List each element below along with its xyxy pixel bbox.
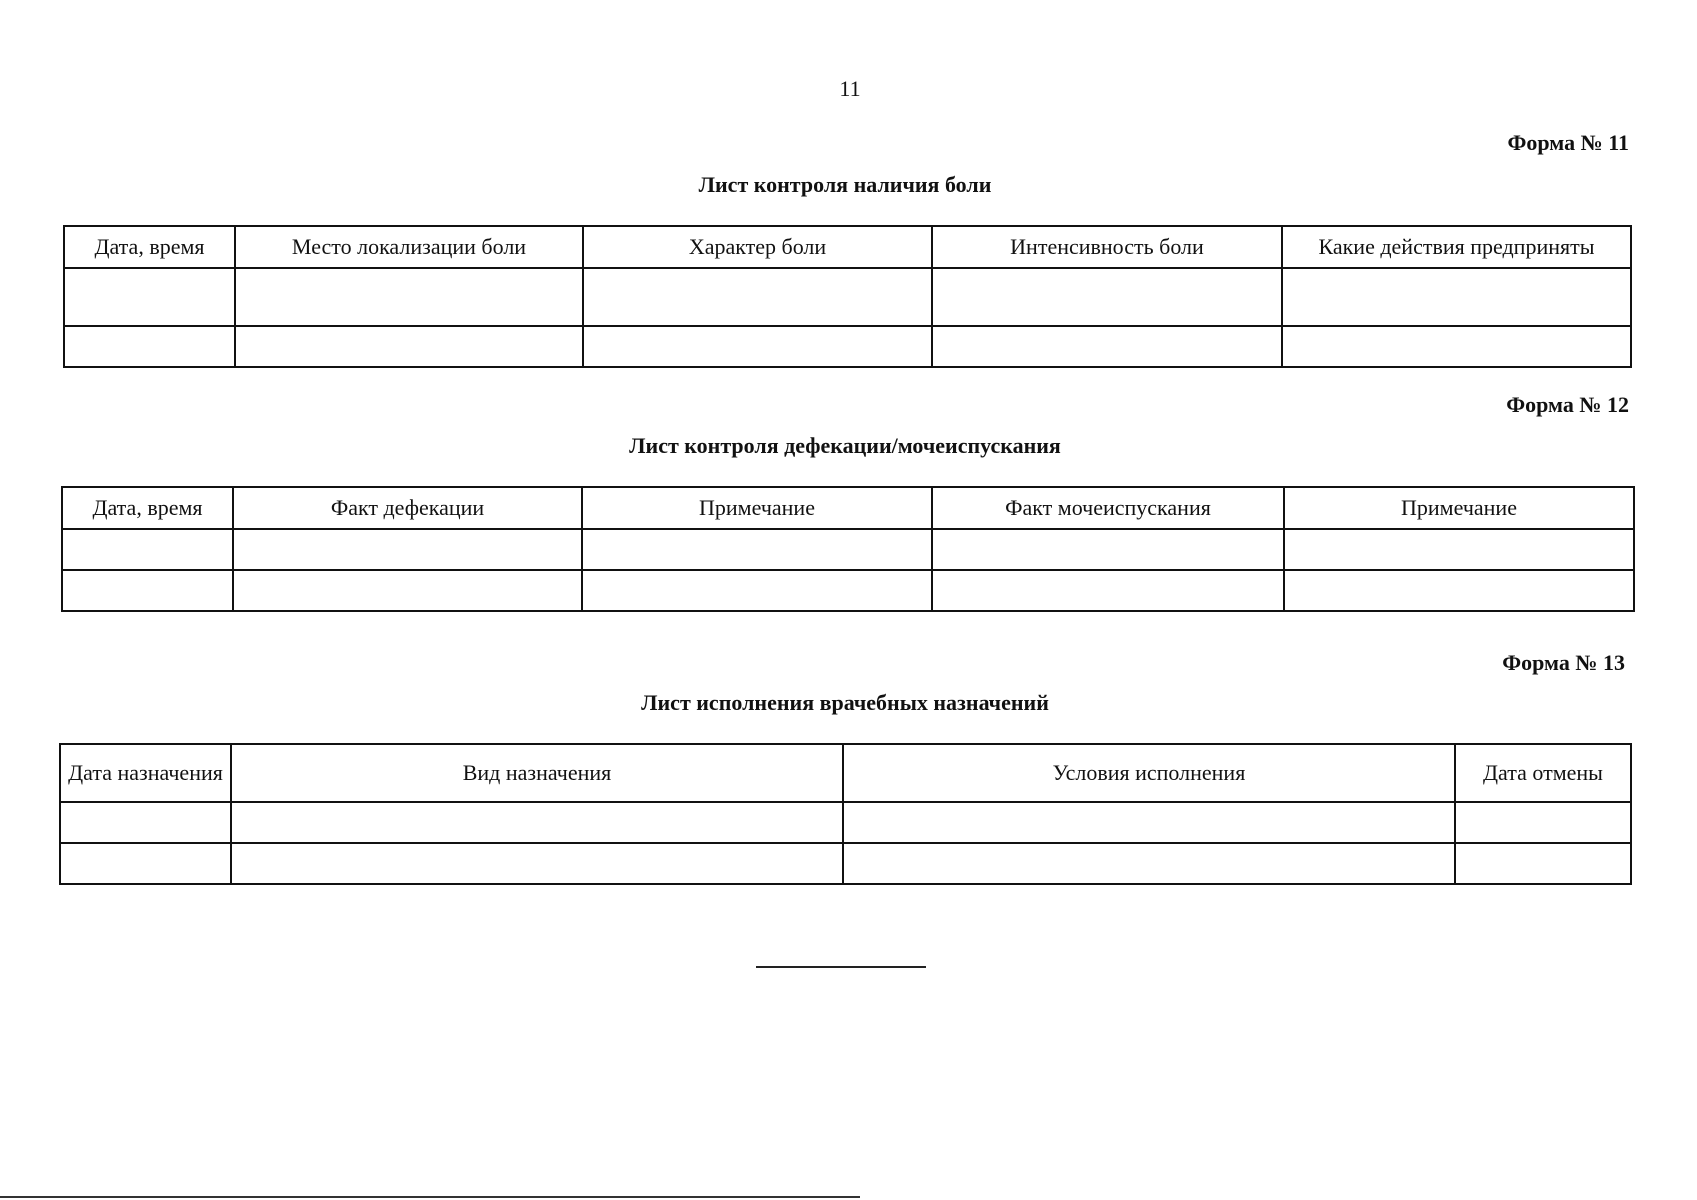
table-row <box>62 529 1634 570</box>
table-cell[interactable] <box>235 326 583 367</box>
table-cell[interactable] <box>843 843 1455 884</box>
column-header: Факт дефекации <box>233 487 582 529</box>
form-11-title: Лист контроля наличия боли <box>698 172 992 197</box>
form-13-label: Форма № 13 <box>1502 650 1625 675</box>
table-header-row <box>64 226 1631 268</box>
table-cell[interactable] <box>582 570 932 611</box>
column-header: Дата отмены <box>1455 744 1631 802</box>
end-of-document-rule <box>756 966 926 968</box>
table-row <box>60 843 1631 884</box>
table-cell[interactable] <box>583 268 932 326</box>
table-header-row <box>62 487 1634 529</box>
page-bottom-rule <box>0 1196 860 1198</box>
column-header: Дата, время <box>64 226 235 268</box>
table-cell[interactable] <box>231 802 843 843</box>
form-12-title: Лист контроля дефекации/мочеиспускания <box>629 433 1061 458</box>
table-row <box>64 268 1631 326</box>
column-header: Примечание <box>1284 487 1634 529</box>
column-header: Место локализации боли <box>235 226 583 268</box>
table-cell[interactable] <box>235 268 583 326</box>
defecation-urination-table <box>61 486 1635 612</box>
form-11-label: Форма № 11 <box>1507 130 1629 155</box>
table-cell[interactable] <box>233 529 582 570</box>
table-cell[interactable] <box>932 326 1282 367</box>
table-cell[interactable] <box>60 802 231 843</box>
table-cell[interactable] <box>1284 570 1634 611</box>
column-header: Дата, время <box>62 487 233 529</box>
pain-control-table <box>63 225 1632 368</box>
table-cell[interactable] <box>932 529 1284 570</box>
form-12-label: Форма № 12 <box>1506 392 1629 417</box>
table-cell[interactable] <box>1284 529 1634 570</box>
table-cell[interactable] <box>231 843 843 884</box>
column-header: Какие действия предприняты <box>1282 226 1631 268</box>
table-cell[interactable] <box>1455 802 1631 843</box>
table-cell[interactable] <box>64 326 235 367</box>
column-header: Факт мочеиспускания <box>932 487 1284 529</box>
table-cell[interactable] <box>582 529 932 570</box>
table-cell[interactable] <box>62 529 233 570</box>
column-header: Условия исполнения <box>843 744 1455 802</box>
table-row <box>64 326 1631 367</box>
table-row <box>62 570 1634 611</box>
table-cell[interactable] <box>583 326 932 367</box>
column-header: Дата назначения <box>60 744 231 802</box>
table-cell[interactable] <box>843 802 1455 843</box>
table-cell[interactable] <box>932 570 1284 611</box>
medical-orders-table <box>59 743 1632 885</box>
table-row <box>60 802 1631 843</box>
table-cell[interactable] <box>1455 843 1631 884</box>
table-cell[interactable] <box>1282 326 1631 367</box>
column-header: Характер боли <box>583 226 932 268</box>
table-cell[interactable] <box>932 268 1282 326</box>
page-number: 11 <box>839 76 861 101</box>
column-header: Вид назначения <box>231 744 843 802</box>
table-cell[interactable] <box>62 570 233 611</box>
table-cell[interactable] <box>64 268 235 326</box>
table-cell[interactable] <box>233 570 582 611</box>
table-cell[interactable] <box>1282 268 1631 326</box>
table-cell[interactable] <box>60 843 231 884</box>
column-header: Примечание <box>582 487 932 529</box>
table-header-row <box>60 744 1631 802</box>
column-header: Интенсивность боли <box>932 226 1282 268</box>
form-13-title: Лист исполнения врачебных назначений <box>641 690 1049 715</box>
